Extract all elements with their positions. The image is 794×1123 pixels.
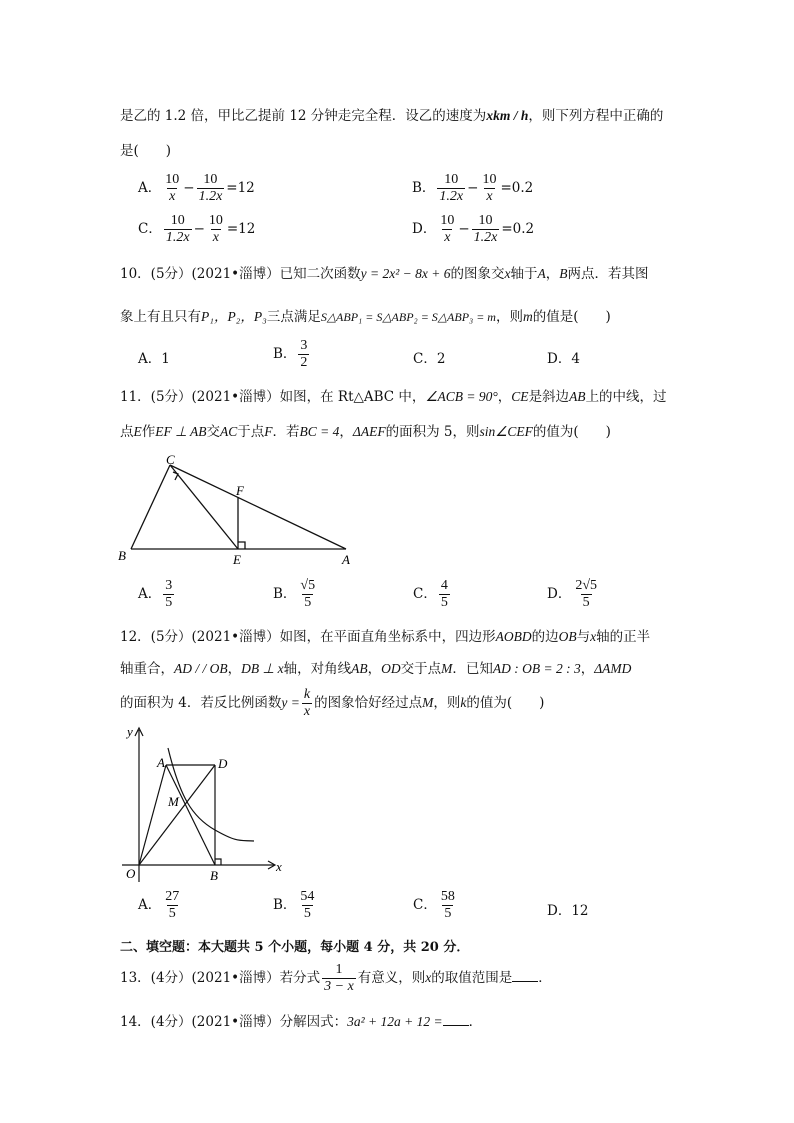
label-y: y — [127, 724, 133, 739]
section-2-heading: 二、填空题：本大题共 5 个小题，每小题 4 分，共 20 分． — [120, 940, 470, 955]
right-angle-e — [238, 542, 245, 549]
q12-coordinate-figure — [112, 722, 292, 884]
label-c: C — [166, 452, 175, 467]
label-o: O — [126, 866, 136, 881]
label-x: x — [276, 859, 282, 874]
q9-line2: 是( ) — [120, 143, 172, 159]
diagonal-ab — [166, 765, 215, 865]
q12-option-a[interactable]: A． $\frac{27}{5}$ — [138, 889, 180, 921]
q12-line1: 12．(5分）(2021•淄博）如图，在平面直角坐标系中，四边形AOBD的边OB与x轴的正半 — [120, 629, 651, 645]
q13-line: 13．(4分）(2021•淄博）若分式 $\frac{1}{3 - x}$ 有意义，则x的取值范围是 ． — [120, 962, 552, 994]
label-d: D — [218, 756, 228, 771]
label-b: B — [118, 548, 126, 563]
q10-function: y = 2x² − 8x + 6 — [360, 266, 451, 281]
q9-option-b[interactable]: B． $\frac{10}{1.2x}$ − $\frac{10}{x}$ =0.2 — [412, 172, 534, 204]
right-angle-c — [173, 472, 178, 480]
q10-option-b[interactable]: B． $\frac{3}{2}$ — [273, 338, 308, 370]
segment-ca — [170, 465, 346, 549]
q10-line1: 10．(5分）(2021•淄博）已知二次函数y = 2x² − 8x + 6的图象交x轴于A，B两点．若其图 — [120, 266, 649, 282]
q9-line1: 是乙的 1.2 倍，甲比乙提前 12 分钟走完全程．设乙的速度为xkm / h，则下列方程中正确的 — [120, 108, 664, 124]
label-b: B — [210, 868, 218, 883]
q11-line1: 11．(5分）(2021•淄博）如图，在 Rt△ABC 中，∠ACB = 90°，CE是斜边AB上的中线，过 — [120, 389, 667, 405]
label-m: M — [168, 794, 179, 809]
q10-option-a[interactable]: A．1 — [138, 351, 170, 367]
q11-line2: 点E作EF ⊥ AB交AC于点F．若BC = 4，ΔAEF的面积为 5，则sin∠CEF的值为( ) — [120, 424, 611, 440]
label-a: A — [157, 755, 165, 770]
q11-option-c[interactable]: C． $\frac{4}{5}$ — [413, 578, 448, 610]
q13-answer-blank[interactable] — [512, 969, 538, 982]
q12-option-c[interactable]: C． $\frac{58}{5}$ — [413, 889, 455, 921]
label-f: F — [236, 483, 244, 498]
q12-line3: 的面积为 4．若反比例函数y = $\frac{k}{x}$ 的图象恰好经过点M，则k的值为( ) — [120, 687, 545, 719]
label-e: E — [233, 552, 241, 567]
q11-option-a[interactable]: A． $\frac{3}{5}$ — [138, 578, 173, 610]
q9-option-d[interactable]: D． $\frac{10}{x}$ − $\frac{10}{1.2x}$ =0.2 — [412, 213, 535, 245]
q9-option-a[interactable]: A． $\frac{10}{x}$ − $\frac{10}{1.2x}$ =12 — [138, 172, 255, 204]
q9-option-c[interactable]: C． $\frac{10}{1.2x}$ − $\frac{10}{x}$ =12 — [138, 213, 256, 245]
q12-line2: 轴重合，AD / / OB，DB ⊥ x轴，对角线AB，OD交于点M．已知AD : OB = 2 : 3，ΔAMD — [120, 661, 632, 677]
segment-bc — [131, 465, 170, 549]
q12-option-d[interactable]: D．12 — [547, 903, 589, 919]
q10-line2: 象上有且只有P₁，P₂，P₃三点满足S△ABP₁ = S△ABP₂ = S△ABP₃ = m，则m的值是( ) — [120, 309, 611, 325]
q11-option-b[interactable]: B． $\frac{√5}{5}$ — [273, 578, 316, 610]
q9-var: xkm / h — [486, 108, 529, 123]
q10-option-d[interactable]: D．4 — [547, 351, 580, 367]
segment-oa — [139, 765, 166, 865]
right-angle-b — [215, 859, 221, 865]
q11-triangle-figure — [112, 450, 372, 572]
q10-option-c[interactable]: C．2 — [413, 351, 446, 367]
q12-option-b[interactable]: B． $\frac{54}{5}$ — [273, 889, 315, 921]
q14-line: 14．(4分）(2021•淄博）分解因式：3a² + 12a + 12 = ． — [120, 1014, 483, 1030]
q11-option-d[interactable]: D． $\frac{2√5}{5}$ — [547, 578, 598, 610]
label-a: A — [342, 552, 350, 567]
q14-answer-blank[interactable] — [443, 1013, 469, 1026]
segment-ce — [170, 465, 238, 549]
